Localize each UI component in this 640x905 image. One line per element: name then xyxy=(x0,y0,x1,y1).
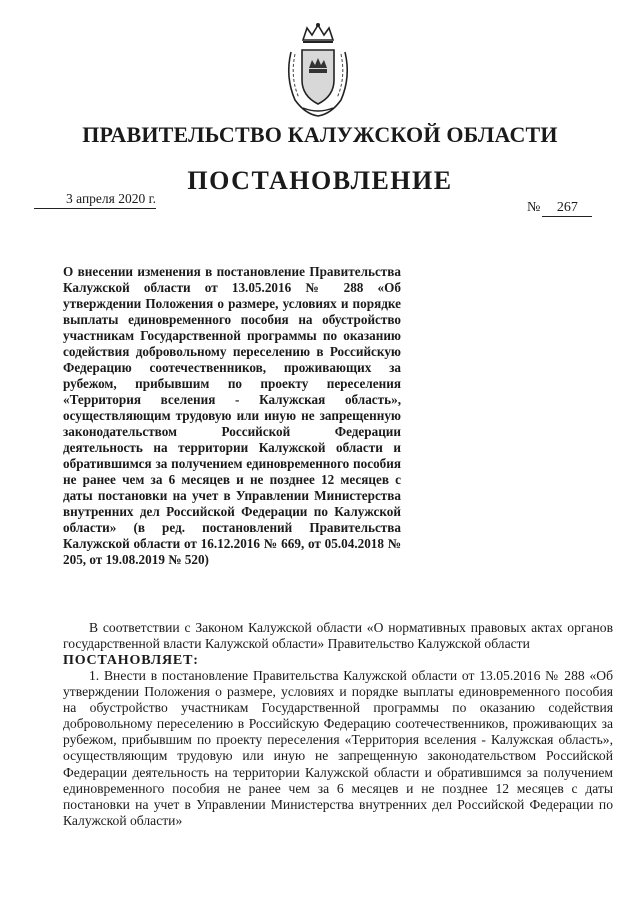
preamble-paragraph: В соответствии с Законом Калужской области «О нормативных правовых актах органов государственной власти Калужской области» Правительство Калужской области xyxy=(63,620,613,651)
resolves-heading: ПОСТАНОВЛЯЕТ: xyxy=(63,653,199,668)
organization-title: ПРАВИТЕЛЬСТВО КАЛУЖСКОЙ ОБЛАСТИ xyxy=(82,122,558,147)
document-subject: О внесении изменения в постановление Правительства Калужской области от 13.05.2016 № 288 «Об утверждении Положения о размере, условиях и порядке выплаты единовременного пособия на обустройство участникам Государственной программы по оказанию содействия добровольному переселению в Российскую Федерацию соотечественников, проживающих за рубежом, прибывшим по проекту переселения «Территория вселения - Калужская область», осуществляющим трудовую или иную не запрещенную законодательством Российской Федерации деятельность на территории Калужской области и обратившимся за получением единовременного пособия не ранее чем за 6 месяцев и не позднее 12 месяцев с даты постановки на учет в Управлении Министерства внутренних дел Российской Федерации по Калужской области» (в ред. постановлений Правительства Калужской области от 16.12.2016 № 669, от 05.04.2018 № 205, от 19.08.2019 № 520) xyxy=(63,264,401,567)
document-type-title: ПОСТАНОВЛЕНИЕ xyxy=(187,166,453,195)
coat-of-arms-icon xyxy=(281,22,355,118)
document-date: 3 апреля 2020 г. xyxy=(34,191,156,209)
item-1-paragraph: 1. Внести в постановление Правительства Калужской области от 13.05.2016 № 288 «Об утверждении Положения о размере, условиях и порядке выплаты единовременного пособия на обустройство участникам Государственной программы по оказанию содействия добровольному переселению в Российскую Федерацию соотечественников, проживающих за рубежом, прибывшим по проекту переселения «Территория вселения - Калужская область», осуществляющим трудовую или иную не запрещенную законодательством Российской Федерации деятельность на территории Калужской области и обратившимся за получением единовременного пособия не ранее чем за 6 месяцев и не позднее 12 месяцев с даты постановки на учет в Управлении Министерства внутренних дел Российской Федерации по Калужской области» xyxy=(63,668,613,828)
number-value: 267 xyxy=(542,200,592,217)
number-sign: № xyxy=(527,200,541,215)
document-number xyxy=(527,200,592,217)
